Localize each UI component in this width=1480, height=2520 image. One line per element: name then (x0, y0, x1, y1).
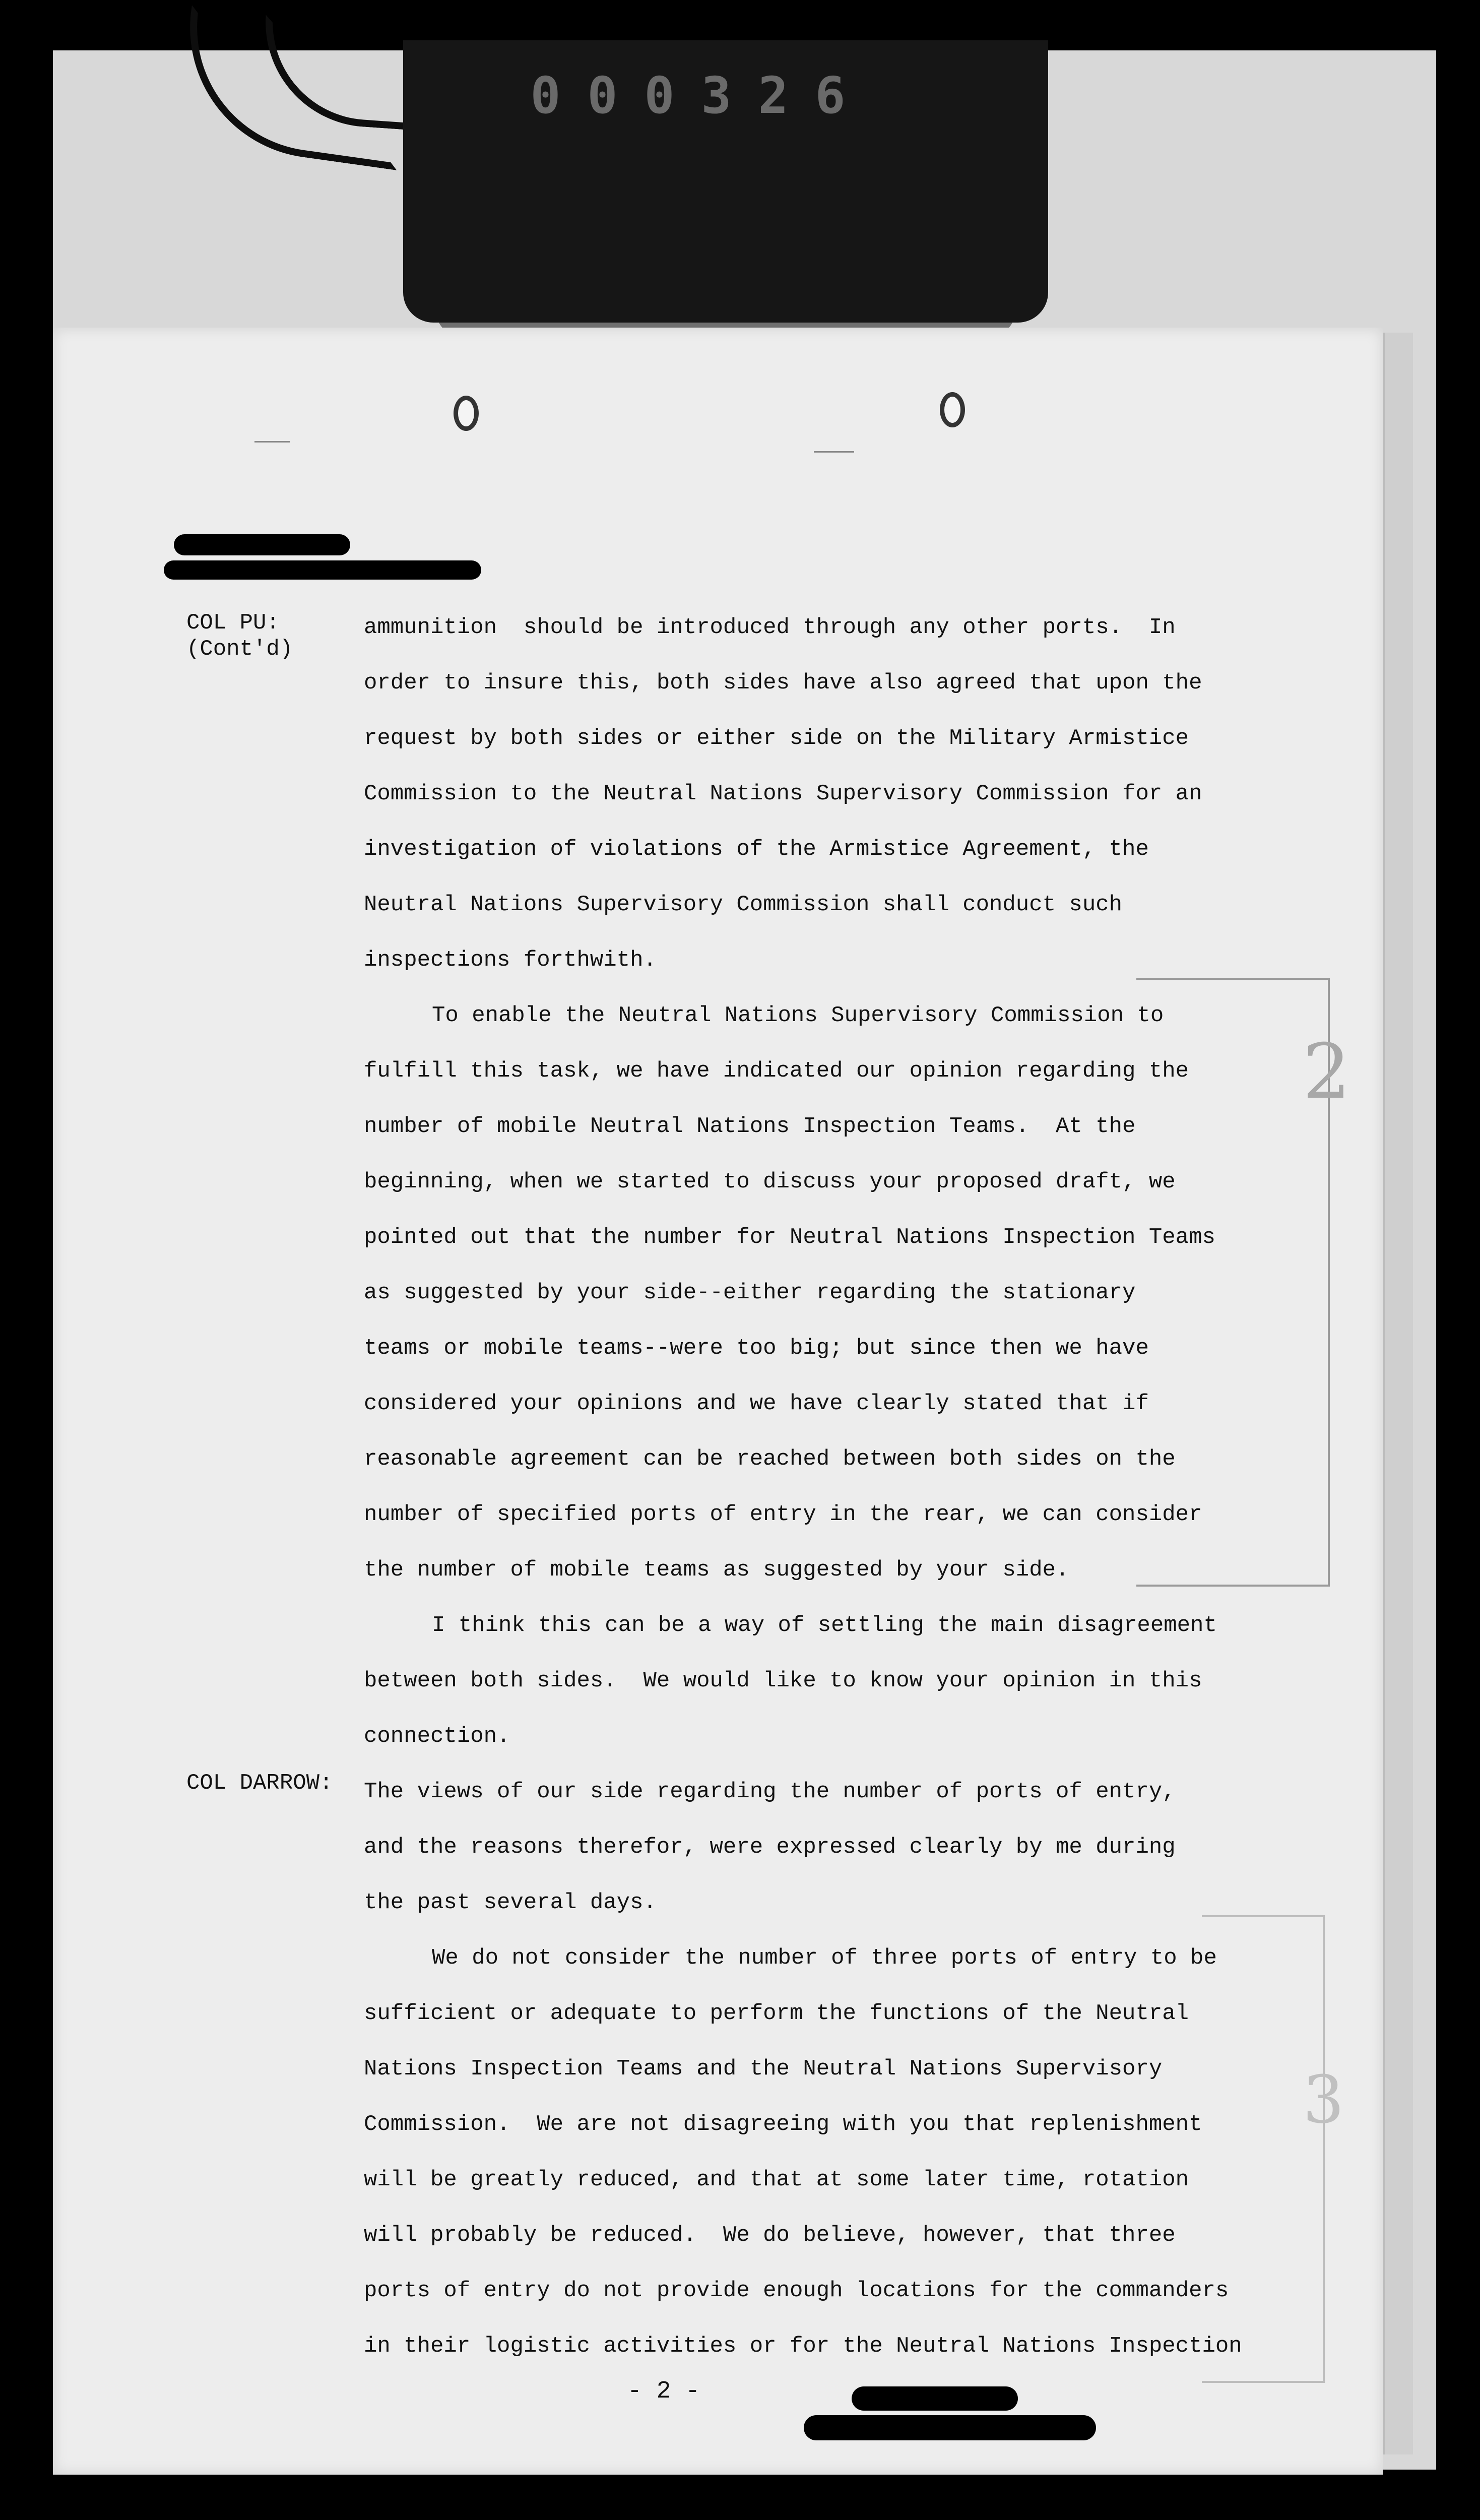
text-line: investigation of violations of the Armistice Agreement, the (364, 837, 1149, 862)
text-line: teams or mobile teams--were too big; but since then we have (364, 1336, 1149, 1361)
text-line: connection. (364, 1724, 510, 1749)
text-line: inspections forthwith. (364, 948, 657, 973)
page-number: - 2 - (627, 2378, 700, 2405)
redaction-bar-top (174, 534, 350, 555)
text-line: will be greatly reduced, and that at some later time, rotation (364, 2167, 1189, 2192)
text-line: the past several days. (364, 1890, 657, 1915)
pencil-number-3: 3 (1303, 2061, 1344, 2138)
paragraph (364, 600, 1291, 988)
text-line: between both sides. We would like to know your opinion in this (364, 1668, 1202, 1693)
counter-digit: 2 (758, 66, 789, 125)
text-line: ammunition should be introduced through any other ports. In (364, 615, 1176, 640)
speaker-col-pu: COL PU: (186, 610, 280, 636)
counter-digit: 0 (644, 66, 675, 125)
stray-mark (254, 441, 290, 443)
text-line: Commission to the Neutral Nations Supervisory Commission for an (364, 781, 1202, 806)
text-line: request by both sides or either side on the Military Armistice (364, 726, 1189, 751)
paragraph (364, 1764, 1291, 1930)
text-line: the number of mobile teams as suggested by your side. (364, 1557, 1069, 1583)
text-line: order to insure this, both sides have also agreed that upon the (364, 670, 1202, 696)
text-line: reasonable agreement can be reached between both sides on the (364, 1446, 1176, 1472)
speaker-col-darrow: COL DARROW: (186, 1771, 333, 1796)
redaction-bar-footer-top (852, 2386, 1018, 2411)
text-line: ports of entry do not provide enough locations for the commanders (364, 2278, 1229, 2303)
paragraph (364, 1930, 1291, 2374)
text-line: Nations Inspection Teams and the Neutral Nations Supervisory (364, 2056, 1163, 2082)
redaction-bar-footer-bottom (804, 2415, 1096, 2440)
text-line: sufficient or adequate to perform the functions of the Neutral (364, 2001, 1189, 2026)
paragraph (364, 1598, 1291, 1764)
redaction-bar-bottom (164, 560, 481, 580)
text-line: Commission. We are not disagreeing with you that replenishment (364, 2112, 1202, 2137)
col-pu-statement (364, 600, 1291, 1764)
text-line: will probably be reduced. We do believe, however, that three (364, 2223, 1176, 2248)
text-line: I think this can be a way of settling the main disagreement (432, 1613, 1217, 1638)
text-line: and the reasons therefor, were expressed clearly by me during (364, 1835, 1176, 1860)
underlying-sheet-edge (1383, 333, 1413, 2454)
counter-digit: 0 (530, 66, 561, 125)
punch-hole-left (454, 396, 479, 431)
text-line: number of specified ports of entry in the rear, we can consider (364, 1502, 1202, 1527)
text-line: considered your opinions and we have clearly stated that if (364, 1391, 1149, 1416)
counter-digit: 6 (815, 66, 846, 125)
text-line: fulfill this task, we have indicated our opinion regarding the (364, 1058, 1189, 1084)
text-line: The views of our side regarding the number of ports of entry, (364, 1779, 1176, 1804)
col-darrow-statement (364, 1764, 1291, 2374)
text-line: beginning, when we started to discuss your proposed draft, we (364, 1169, 1176, 1194)
text-line: We do not consider the number of three ports of entry to be (432, 1945, 1217, 1971)
punch-hole-right (940, 392, 965, 427)
text-line: Neutral Nations Supervisory Commission shall conduct such (364, 892, 1123, 917)
frame-counter-digits (519, 68, 872, 123)
text-line: pointed out that the number for Neutral Nations Inspection Teams (364, 1225, 1215, 1250)
text-line: as suggested by your side--either regarding the stationary (364, 1280, 1136, 1305)
counter-digit: 0 (587, 66, 618, 125)
speaker-col-pu-contd: (Cont'd) (186, 637, 293, 662)
text-line: number of mobile Neutral Nations Inspection Teams. At the (364, 1114, 1136, 1139)
text-line: To enable the Neutral Nations Supervisory Commission to (432, 1003, 1164, 1028)
text-line: in their logistic activities or for the Neutral Nations Inspection (364, 2334, 1242, 2359)
stray-mark (814, 451, 854, 453)
counter-digit: 3 (701, 66, 732, 125)
paragraph (364, 988, 1291, 1598)
pencil-number-2: 2 (1303, 1028, 1351, 1116)
